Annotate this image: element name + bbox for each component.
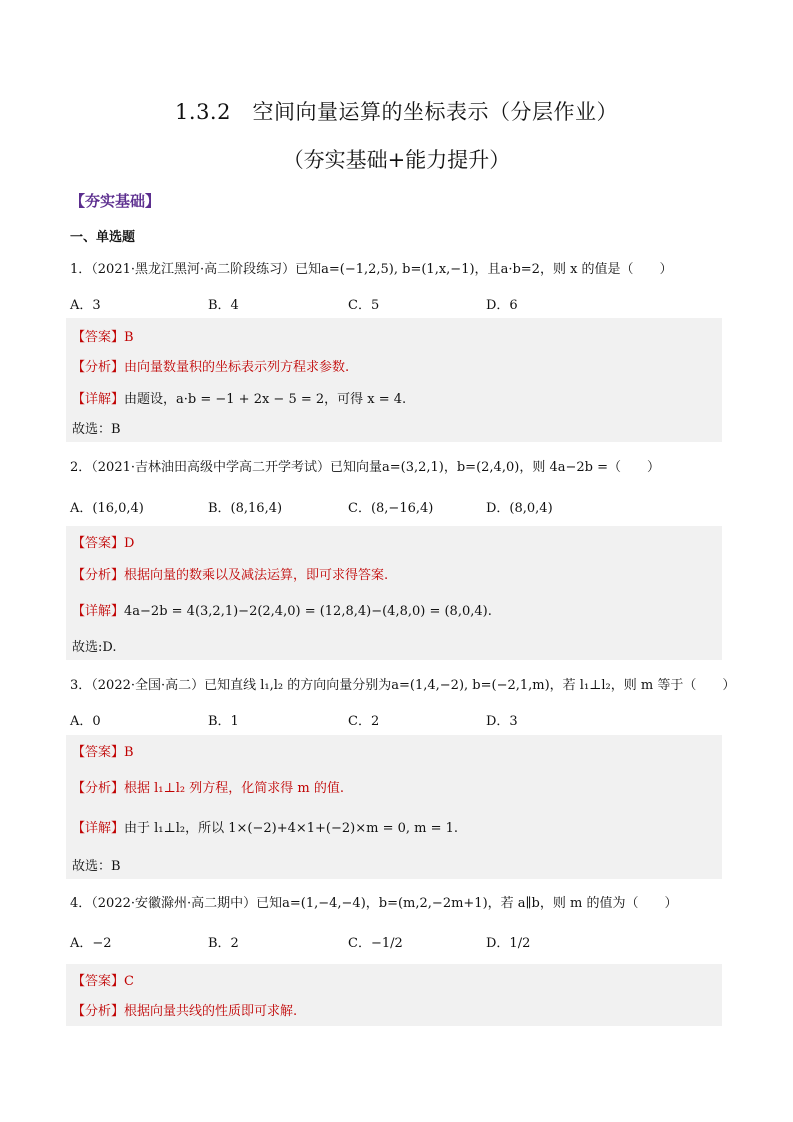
answer-value: B bbox=[124, 330, 134, 345]
detail-text: 4a−2b = 4(3,2,1)−2(2,4,0) = (12,8,4)−(4,8,0) = (8,0,4). bbox=[124, 604, 492, 619]
answer-value: B bbox=[124, 745, 134, 760]
q3-option-d[interactable]: D．3 bbox=[486, 714, 518, 729]
question-1-stem bbox=[70, 258, 673, 277]
q2-answer bbox=[72, 532, 134, 551]
q2-detail bbox=[72, 600, 492, 619]
q1-option-c[interactable]: C．5 bbox=[348, 298, 380, 313]
q3-choice: 故选：B bbox=[72, 859, 121, 874]
q1-option-d[interactable]: D．6 bbox=[486, 298, 518, 313]
subsection-heading: 一、单选题 bbox=[70, 230, 136, 245]
answer-value: D bbox=[124, 536, 135, 551]
q1-suffix: ，则 x 的值是（ ） bbox=[539, 262, 673, 277]
analysis-text: 根据向量的数乘以及减法运算，即可求得答案. bbox=[124, 568, 389, 583]
q1-option-b[interactable]: B．4 bbox=[208, 298, 239, 313]
q3-prefix: 3．（2022·全国·高二）已知直线 l₁,l₂ 的方向向量分别为 bbox=[70, 678, 392, 693]
analysis-text: 根据 l₁⊥l₂ 列方程，化简求得 m 的值. bbox=[124, 781, 344, 796]
question-4-answer-box bbox=[66, 964, 722, 1026]
detail-text: 由题设，a·b = −1 + 2x − 5 = 2，可得 x = 4. bbox=[124, 392, 407, 407]
q4-answer bbox=[72, 970, 134, 989]
q2-suffix: ，则 4a−2b =（ ） bbox=[519, 460, 660, 475]
q3-option-c[interactable]: C．2 bbox=[348, 714, 380, 729]
q2-option-d[interactable]: D．(8,0,4) bbox=[486, 501, 553, 516]
q1-analysis bbox=[72, 356, 349, 375]
q4-prefix: 4．（2022·安徽滁州·高二期中）已知 bbox=[70, 896, 283, 911]
analysis-text: 根据向量共线的性质即可求解. bbox=[124, 1004, 298, 1019]
q1-choice: 故选：B bbox=[72, 422, 121, 437]
q3-math: a=(1,4,−2), b=(−2,1,m) bbox=[391, 678, 550, 693]
q2-option-b[interactable]: B．(8,16,4) bbox=[208, 501, 283, 516]
q2-option-a[interactable]: A．(16,0,4) bbox=[70, 501, 144, 516]
page-subtitle: （夯实基础+能力提升） bbox=[282, 148, 511, 172]
analysis-tag: 【分析】 bbox=[72, 360, 125, 375]
answer-tag: 【答案】 bbox=[72, 536, 125, 551]
detail-tag: 【详解】 bbox=[72, 604, 125, 619]
q4-analysis bbox=[72, 1000, 297, 1019]
q4-option-d[interactable]: D．1/2 bbox=[486, 936, 531, 951]
q1-answer bbox=[72, 326, 134, 345]
question-2-stem bbox=[70, 456, 660, 475]
q2-math: a=(3,2,1)，b=(2,4,0) bbox=[382, 460, 520, 475]
q3-suffix: ，若 l₁⊥l₂，则 m 等于（ ） bbox=[549, 678, 736, 693]
q1-detail bbox=[72, 388, 406, 407]
analysis-tag: 【分析】 bbox=[72, 781, 125, 796]
q2-choice: 故选:D. bbox=[72, 640, 117, 655]
answer-value: C bbox=[124, 974, 134, 989]
analysis-tag: 【分析】 bbox=[72, 1004, 125, 1019]
q2-analysis bbox=[72, 564, 388, 583]
q4-math: a=(1,−4,−4)，b=(m,2,−2m+1) bbox=[282, 896, 488, 911]
q3-option-a[interactable]: A．0 bbox=[70, 714, 101, 729]
q1-math: a=(−1,2,5), b=(1,x,−1) bbox=[321, 262, 475, 277]
question-2-answer-box bbox=[66, 526, 722, 660]
q1-option-a[interactable]: A．3 bbox=[70, 298, 101, 313]
section-heading: 【夯实基础】 bbox=[70, 192, 161, 210]
q1-math2: a·b=2 bbox=[500, 262, 540, 277]
q2-option-c[interactable]: C．(8,−16,4) bbox=[348, 501, 434, 516]
q4-option-c[interactable]: C．−1/2 bbox=[348, 936, 403, 951]
q1-mid: ，且 bbox=[474, 262, 501, 277]
analysis-tag: 【分析】 bbox=[72, 568, 125, 583]
detail-tag: 【详解】 bbox=[72, 821, 125, 836]
q3-analysis bbox=[72, 777, 344, 796]
answer-tag: 【答案】 bbox=[72, 974, 125, 989]
detail-tag: 【详解】 bbox=[72, 392, 125, 407]
q3-answer bbox=[72, 741, 134, 760]
q2-prefix: 2．（2021·吉林油田高级中学高二开学考试）已知向量 bbox=[70, 460, 382, 475]
q3-detail bbox=[72, 817, 458, 836]
q4-suffix: ，若 a∥b，则 m 的值为（ ） bbox=[487, 896, 678, 911]
detail-text: 由于 l₁⊥l₂，所以 1×(−2)+4×1+(−2)×m = 0, m = 1. bbox=[124, 821, 459, 836]
question-4-stem bbox=[70, 892, 677, 911]
page-title: 1.3.2 空间向量运算的坐标表示（分层作业） bbox=[175, 100, 618, 124]
q4-option-a[interactable]: A．−2 bbox=[70, 936, 112, 951]
analysis-text: 由向量数量积的坐标表示列方程求参数. bbox=[124, 360, 350, 375]
q4-option-b[interactable]: B．2 bbox=[208, 936, 239, 951]
question-3-stem bbox=[70, 674, 735, 693]
q1-prefix: 1．（2021·黑龙江黑河·高二阶段练习）已知 bbox=[70, 262, 322, 277]
question-1-answer-box bbox=[66, 318, 722, 442]
answer-tag: 【答案】 bbox=[72, 330, 125, 345]
answer-tag: 【答案】 bbox=[72, 745, 125, 760]
question-3-answer-box bbox=[66, 735, 722, 879]
q3-option-b[interactable]: B．1 bbox=[208, 714, 239, 729]
